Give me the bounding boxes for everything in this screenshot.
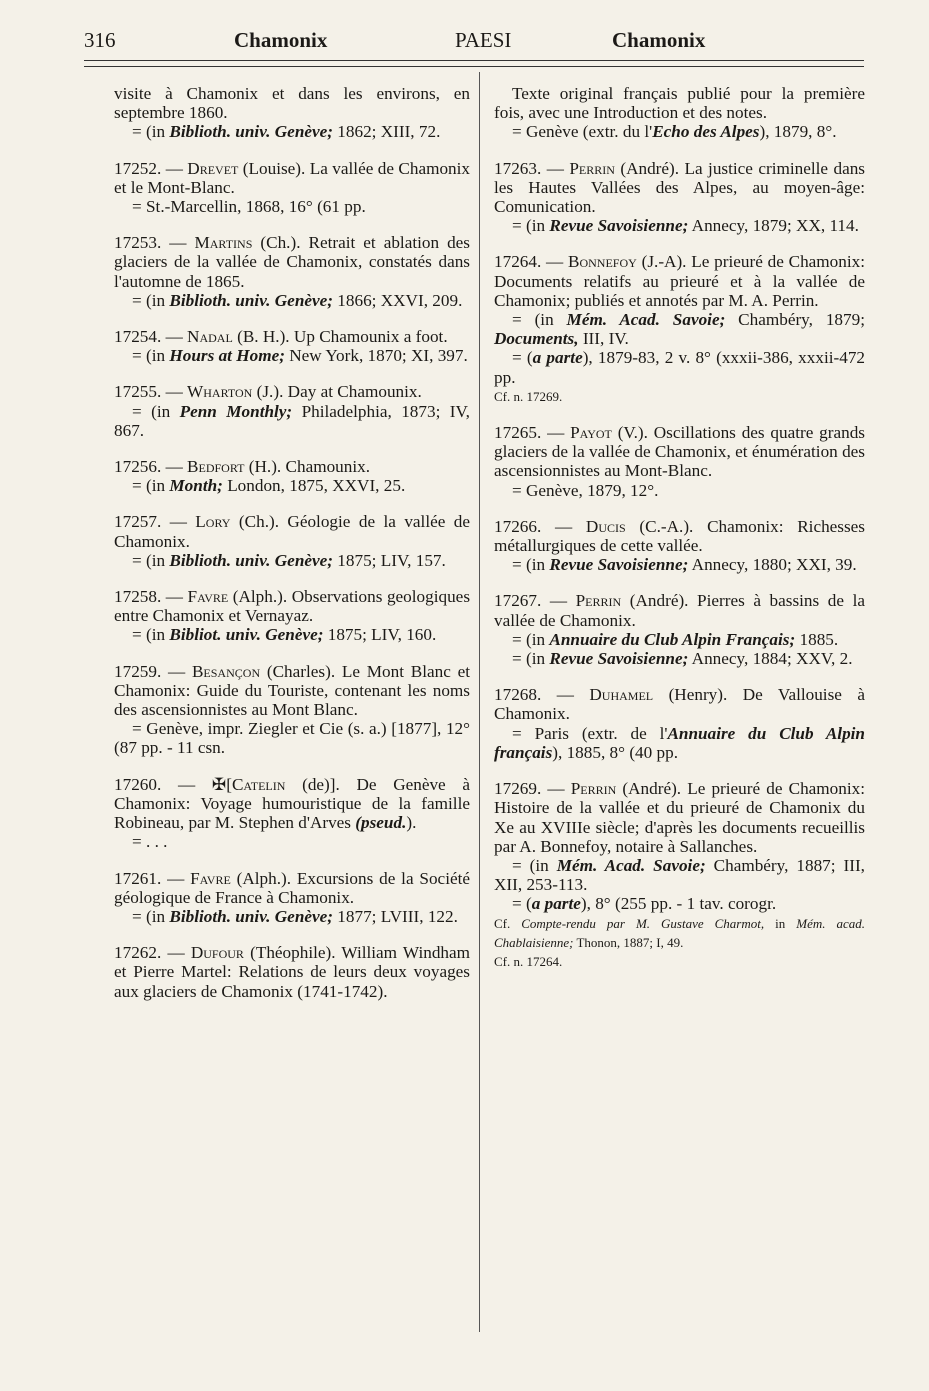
entry-title: (V.). Oscillations des quatre grands glaciers de la vallée de Chamonix, et énumération des ascensionnistes au Mont-Blanc. xyxy=(494,423,865,481)
pseudonym-end: ). xyxy=(406,813,417,833)
entry-offprint xyxy=(494,348,865,386)
pseudonym-note: (pseud. xyxy=(355,813,407,833)
entry-author: Lory xyxy=(195,512,231,532)
entry-text xyxy=(114,457,470,476)
entry-author: Wharton xyxy=(187,382,253,402)
entry-text xyxy=(114,775,470,833)
journal-title: Month; xyxy=(169,476,223,496)
entry-title: (Louise). La vallée de Chamonix et le Mont-Blanc. xyxy=(114,158,470,197)
journal-title: Echo des Alpes xyxy=(652,122,760,142)
ref-details: 1866; XXVI, 209. xyxy=(332,290,463,310)
entry-author: Favre xyxy=(187,587,229,607)
ref-prefix: = (in xyxy=(132,122,170,142)
column-divider xyxy=(479,72,480,1332)
entry-text xyxy=(114,662,470,720)
journal-title: Revue Savoisienne; xyxy=(549,216,689,236)
entry-author: Nadal xyxy=(187,327,233,347)
entry-author: [Catelin xyxy=(226,774,286,794)
journal-title: Annuaire du Club Alpin français xyxy=(494,723,865,762)
entry-number: 17265. — xyxy=(494,423,571,443)
offprint-label: a parte xyxy=(531,894,581,914)
entry-reference xyxy=(494,310,865,348)
entry-text xyxy=(114,327,470,346)
entry-reference xyxy=(114,476,470,495)
running-header xyxy=(84,28,864,62)
header-center-title: PAESI xyxy=(455,28,512,52)
entry-title: (André). Le prieuré de Chamonix: Histoire de la vallée et du prieuré de Chamonix du Xe au XVIIIe siècle; d'après les documents recueillis par A. Bonnefoy, notaire à Sallanches. xyxy=(494,779,865,856)
entry-author: Payot xyxy=(570,423,612,443)
entry-number: 17254. — xyxy=(114,327,188,347)
offprint-prefix: = ( xyxy=(512,348,533,368)
bib-entry-17254 xyxy=(114,327,470,365)
entry-title: (André). Pierres à bassins de la vallée de Chamonix. xyxy=(494,591,866,630)
journal-title: Biblioth. univ. Genève; xyxy=(169,550,333,570)
bib-entry-17264 xyxy=(494,252,865,406)
cf-prefix: Cf. xyxy=(494,915,522,931)
entry-number: 17258. — xyxy=(114,587,188,607)
entry-number: 17262. — xyxy=(114,943,191,963)
cf-in: in xyxy=(764,915,797,931)
entry-number: 17259. — xyxy=(114,661,192,681)
journal-title: Biblioth. univ. Genève; xyxy=(169,906,333,926)
offprint-prefix: = ( xyxy=(512,894,532,914)
entry-publication: = Genève, 1879, 12°. xyxy=(512,480,659,500)
entry-reference xyxy=(114,402,470,440)
entry-author: Duhamel xyxy=(589,685,654,705)
entry-text xyxy=(114,943,470,1001)
entry-author: Favre xyxy=(190,868,231,888)
entry-title: (Charles). Le Mont Blanc et Chamonix: Guide du Touriste, contenant les noms des ascensionnistes au Mont Blanc. xyxy=(114,661,470,720)
entry-text xyxy=(114,159,470,197)
entry-publication xyxy=(494,122,865,141)
ref-details: Annecy, 1884; XXV, 2. xyxy=(688,649,853,669)
entry-offprint xyxy=(494,894,865,913)
entry-number: 17269. — xyxy=(494,779,571,799)
entry-number: 17266. — xyxy=(494,516,586,536)
review-journal: Mém. acad. Chablaisienne; xyxy=(494,915,865,950)
entry-title: (Ch.). Retrait et ablation des glaciers de la vallée de Chamonix, constatés dans l'automne de 1865. xyxy=(114,233,470,291)
entry-author: Perrin xyxy=(575,591,622,611)
entry-author: Ducis xyxy=(585,516,626,536)
entry-number: 17263. — xyxy=(494,158,570,178)
entry-reference xyxy=(114,551,470,570)
journal-title: Bibliot. univ. Genève; xyxy=(169,625,324,645)
entry-number: 17252. — xyxy=(114,158,188,178)
ref-details: Philadelphia, 1873; IV, 867. xyxy=(114,401,470,440)
entry-reference xyxy=(494,630,865,649)
pub-prefix: = Paris (extr. de l' xyxy=(512,723,668,743)
bib-entry-17260 xyxy=(114,775,470,852)
bib-entry-17259 xyxy=(114,662,470,758)
header-right-title: Chamonix xyxy=(612,28,706,52)
entry-author: Bonnefoy xyxy=(568,252,637,272)
bib-entry-17253 xyxy=(114,233,470,310)
journal-title: Mém. Acad. Savoie; xyxy=(556,855,706,875)
entry-title: (Alph.). Excursions de la Société géologique de France à Chamonix. xyxy=(114,868,470,907)
entry-title: (C.-A.). Chamonix: Richesses métallurgiques de cette vallée. xyxy=(494,516,865,556)
pub-details: ), 1879, 8°. xyxy=(759,122,837,142)
ref-details: 1862; XIII, 72. xyxy=(332,122,441,142)
entry-number: 17268. — xyxy=(494,685,590,705)
entry-text xyxy=(494,591,865,629)
ref-prefix: = (in xyxy=(132,476,170,496)
entry-text xyxy=(494,685,865,723)
ref-prefix: = (in xyxy=(132,550,170,570)
ref-prefix: = (in xyxy=(132,906,170,926)
entry-title: (J.). Day at Chamounix. xyxy=(252,382,422,402)
entry-author: Drevet xyxy=(187,158,239,178)
journal-title: Annuaire du Club Alpin Français; xyxy=(549,629,796,649)
ref-details: London, 1875, XXVI, 25. xyxy=(222,476,406,496)
bib-entry-17252 xyxy=(114,159,470,217)
left-column xyxy=(114,84,470,1018)
entry-reference xyxy=(494,216,865,235)
entry-text xyxy=(494,779,865,856)
journal-title: Biblioth. univ. Genève; xyxy=(169,290,333,310)
journal-section: Documents, xyxy=(494,329,579,349)
entry-text xyxy=(114,512,470,550)
header-rule-lower xyxy=(84,66,864,67)
ref-details: New York, 1870; XI, 397. xyxy=(284,346,468,366)
header-left-title: Chamonix xyxy=(234,28,328,52)
journal-title: Revue Savoisienne; xyxy=(549,555,689,575)
entry-reference xyxy=(114,122,470,141)
ref-volumes: III, IV. xyxy=(578,329,629,349)
ref-prefix: = (in xyxy=(512,555,550,575)
cross-reference: Cf. n. 17269. xyxy=(494,388,563,404)
ref-prefix: = (in xyxy=(512,649,550,669)
entry-text xyxy=(494,517,865,555)
offprint-details: ), 1879-83, 2 v. 8° (xxxii-386, xxxii-472 pp. xyxy=(494,348,866,387)
pub-details: ), 1885, 8° (40 pp. xyxy=(552,742,679,762)
entry-number: 17253. — xyxy=(114,233,195,253)
entry-title: (J.-A). Le prieuré de Chamonix: Documents relatifs au prieuré et à la vallée de Chamonix; publiés et annotés par M. A. Perrin. xyxy=(494,252,865,310)
entry-title: (de)]. De Genève à Chamonix: Voyage humouristique de la famille Robineau, par M. Stephen d'Arves xyxy=(114,774,470,833)
entry-number: 17260. — xyxy=(114,774,212,794)
entry-number: 17261. — xyxy=(114,868,191,888)
entry-reference xyxy=(114,625,470,644)
entry-text: visite à Chamonix et dans les environs, en septembre 1860. xyxy=(114,84,470,123)
entry-reference xyxy=(494,555,865,574)
entry-number: 17264. — xyxy=(494,252,569,272)
offprint-details: ), 8° (255 pp. - 1 tav. corogr. xyxy=(580,894,777,914)
ref-details: 1875; LIV, 157. xyxy=(332,550,446,570)
entry-text xyxy=(494,159,865,217)
bib-entry-17268 xyxy=(494,685,865,762)
entry-number: 17255. — xyxy=(114,382,188,402)
ref-prefix: = (in xyxy=(512,855,557,875)
cross-symbol: ✠ xyxy=(211,774,227,794)
entry-title: (Théophile). William Windham et Pierre Martel: Relations de leurs deux voyages aux glaciers de Chamonix (1741-1742). xyxy=(114,943,470,1001)
bib-entry-17261 xyxy=(114,869,470,927)
entry-reference xyxy=(114,291,470,310)
journal-title: Mém. Acad. Savoie; xyxy=(566,310,726,330)
entry-publication: = Genève, impr. Ziegler et Cie (s. a.) [1877], 12° (87 pp. - 11 csn. xyxy=(114,719,470,758)
cross-reference: Cf. n. 17264. xyxy=(494,953,563,969)
entry-text xyxy=(114,233,470,291)
journal-title: Revue Savoisienne; xyxy=(549,649,689,669)
bib-entry-continued xyxy=(494,84,865,142)
entry-reference xyxy=(494,856,865,894)
entry-number: 17257. — xyxy=(114,512,196,532)
entry-title: (B. H.). Up Chamounix a foot. xyxy=(232,327,448,347)
entry-text xyxy=(114,869,470,907)
right-column xyxy=(494,84,865,988)
ref-prefix: = (in xyxy=(512,629,550,649)
ref-prefix: = (in xyxy=(512,310,567,330)
ref-prefix: = (in xyxy=(512,216,550,236)
ref-prefix: = (in xyxy=(132,290,170,310)
bib-entry-17262 xyxy=(114,943,470,1001)
entry-text xyxy=(494,423,865,481)
entry-author: Perrin xyxy=(570,779,617,799)
journal-title: Hours at Home; xyxy=(169,346,285,366)
ref-details: Annecy, 1879; XX, 114. xyxy=(688,216,859,236)
entry-author: Bedfort xyxy=(187,457,245,477)
entry-text xyxy=(114,587,470,625)
bib-entry-17258 xyxy=(114,587,470,645)
bib-entry-17257 xyxy=(114,512,470,570)
ref-prefix: = (in xyxy=(132,346,170,366)
ref-prefix: = (in xyxy=(132,401,180,421)
entry-title: (André). La justice criminelle dans les Hautes Vallées des Alpes, au moyen-âge: Comunication. xyxy=(494,158,865,217)
entry-text: Texte original français publié pour la première fois, avec une Introduction et des notes. xyxy=(494,84,865,123)
entry-text xyxy=(114,382,470,401)
entry-title: (Alph.). Observations geologiques entre Chamonix et Vernayaz. xyxy=(114,587,471,626)
bib-entry-17269 xyxy=(494,779,865,971)
entry-reference xyxy=(114,907,470,926)
page-number: 316 xyxy=(84,28,116,52)
bib-entry-17256 xyxy=(114,457,470,495)
offprint-label: a parte xyxy=(532,348,583,368)
entry-title: (H.). Chamounix. xyxy=(244,457,371,477)
entry-reference-2 xyxy=(494,649,865,668)
ref-details: Annecy, 1880; XXI, 39. xyxy=(688,555,857,575)
entry-author: Dufour xyxy=(190,943,244,963)
bib-entry-17265 xyxy=(494,423,865,500)
bib-entry-17255 xyxy=(114,382,470,440)
bib-entry-17263 xyxy=(494,159,865,236)
ref-details: 1877; LVIII, 122. xyxy=(332,906,458,926)
entry-text xyxy=(494,252,865,310)
entry-author: Martins xyxy=(194,233,253,253)
entry-title: (Ch.). Géologie de la vallée de Chamonix. xyxy=(114,512,470,551)
header-rule-upper xyxy=(84,60,864,61)
review-title: Compte-rendu par M. Gustave Charmot, xyxy=(521,915,765,931)
entry-publication xyxy=(494,724,865,762)
ref-details: Chambéry, 1879; xyxy=(725,310,865,330)
entry-author: Perrin xyxy=(569,158,615,178)
bib-entry-continued xyxy=(114,84,470,142)
cross-reference-review xyxy=(494,914,865,952)
pub-prefix: = Genève (extr. du l' xyxy=(512,122,653,142)
bib-entry-17267 xyxy=(494,591,865,668)
entry-publication: = St.-Marcellin, 1868, 16° (61 pp. xyxy=(132,197,366,217)
cf-details: Thonon, 1887; I, 49. xyxy=(573,934,684,950)
ref-prefix: = (in xyxy=(132,625,170,645)
bib-entry-17266 xyxy=(494,517,865,575)
entry-reference xyxy=(114,346,470,365)
entry-number: 17267. — xyxy=(494,591,576,611)
ref-details: 1885. xyxy=(795,629,839,649)
ref-details: Chambéry, 1887; III, XII, 253-113. xyxy=(494,855,865,895)
entry-author: Besançon xyxy=(191,661,261,681)
entry-publication: = . . . xyxy=(132,832,168,852)
entry-title: (Henry). De Vallouise à Chamonix. xyxy=(494,685,865,724)
ref-details: 1875; LIV, 160. xyxy=(323,625,437,645)
journal-title: Biblioth. univ. Genève; xyxy=(169,122,333,142)
journal-title: Penn Monthly; xyxy=(179,401,293,421)
entry-number: 17256. — xyxy=(114,457,188,477)
